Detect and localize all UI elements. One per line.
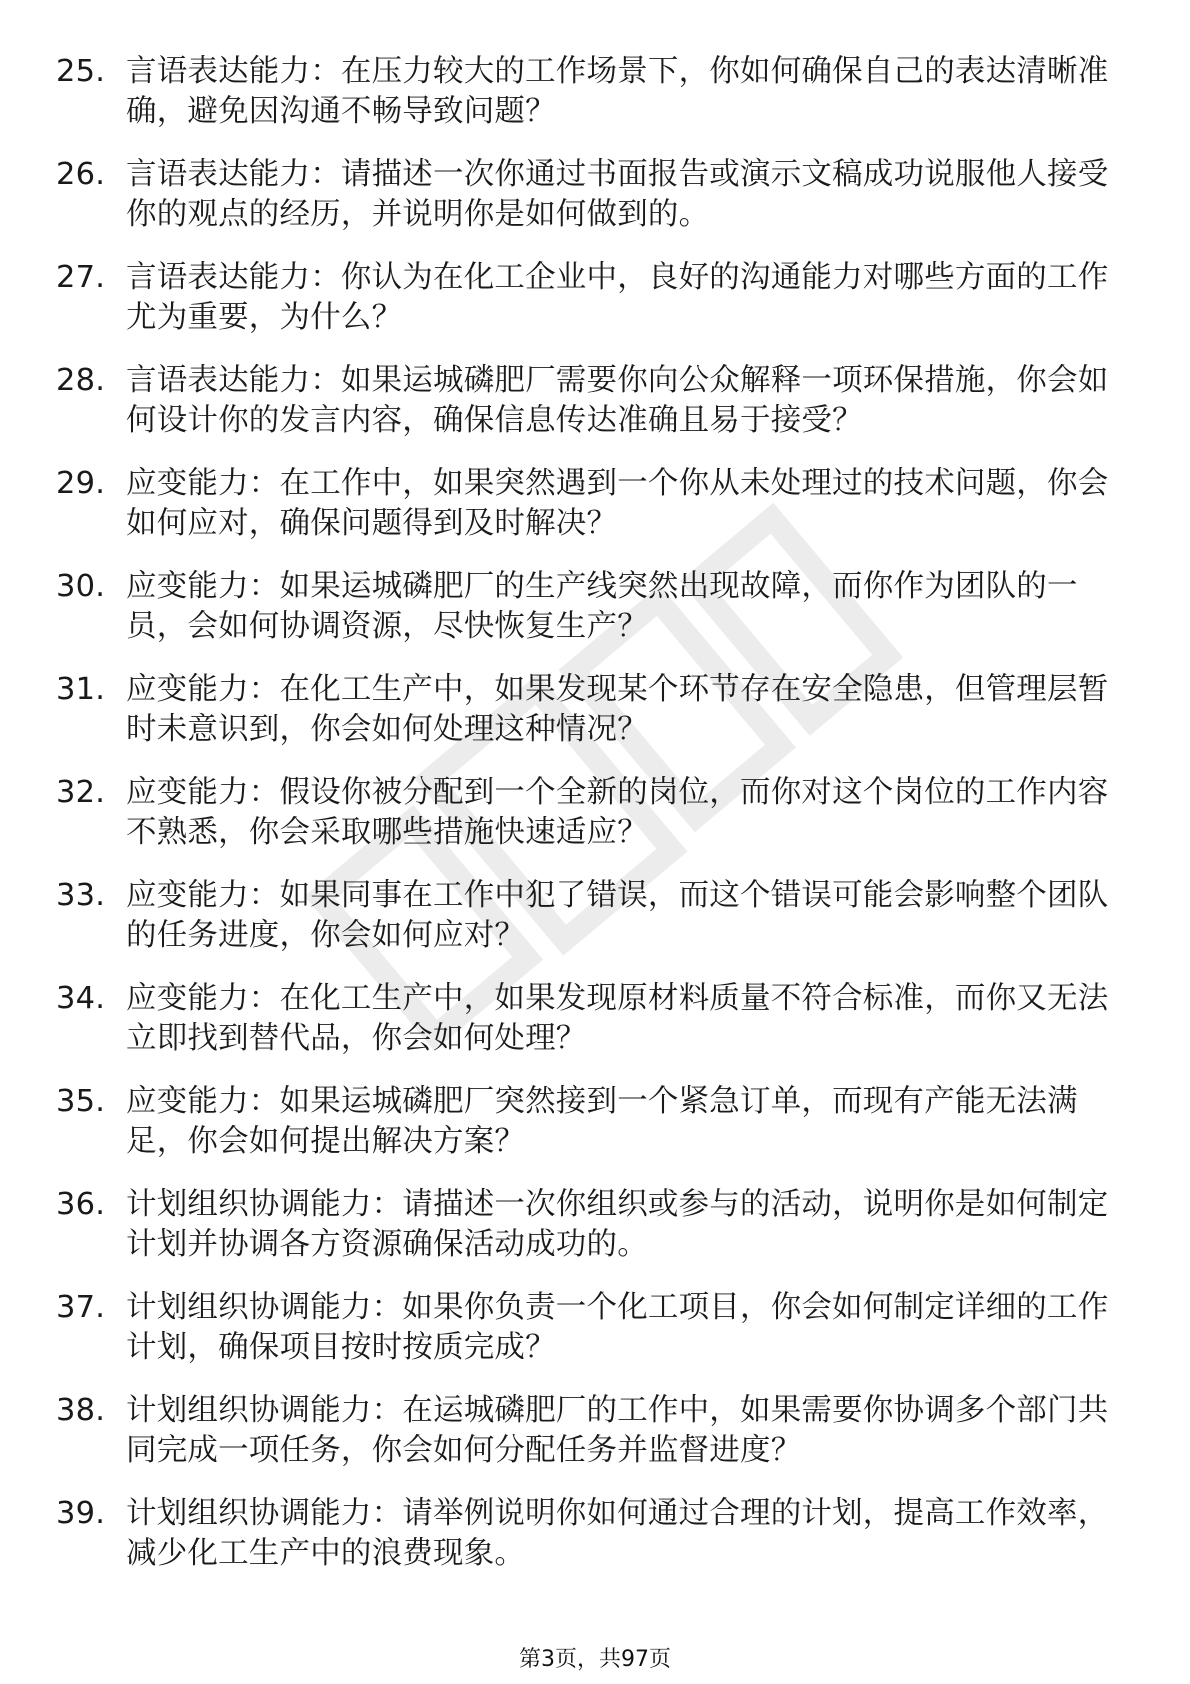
question-number: 25. [56,54,106,89]
question-text: 言语表达能力：在压力较大的工作场景下，你如何确保自己的表达清晰准确，避免因沟通不畅导致问题？ [126,54,1109,129]
page-number: 第3页，共97页 [519,1647,671,1672]
question-text: 应变能力：在化工生产中，如果发现原材料质量不符合标准，而你又无法立即找到替代品，你会如何处理？ [126,981,1109,1056]
question-text: 计划组织协调能力：如果你负责一个化工项目，你会如何制定详细的工作计划，确保项目按时按质完成？ [126,1290,1109,1365]
question-text: 应变能力：在工作中，如果突然遇到一个你从未处理过的技术问题，你会如何应对，确保问题得到及时解决？ [126,466,1109,541]
question-text: 应变能力：假设你被分配到一个全新的岗位，而你对这个岗位的工作内容不熟悉，你会采取哪些措施快速适应？ [126,775,1109,850]
question-list [56,52,1136,1597]
question-item-34 [56,979,1136,1059]
question-item-30 [56,567,1136,647]
question-item-26 [56,155,1136,235]
question-number: 34. [56,981,106,1016]
question-item-31 [56,670,1136,750]
question-item-25 [56,52,1136,132]
question-number: 37. [56,1290,106,1325]
question-number: 30. [56,569,106,604]
question-text: 言语表达能力：如果运城磷肥厂需要你向公众解释一项环保措施，你会如何设计你的发言内容，确保信息传达准确且易于接受？ [126,363,1109,438]
question-item-28 [56,361,1136,441]
question-number: 38. [56,1393,106,1428]
question-text: 计划组织协调能力：在运城磷肥厂的工作中，如果需要你协调多个部门共同完成一项任务，你会如何分配任务并监督进度？ [126,1393,1109,1468]
question-item-29 [56,464,1136,544]
question-item-27 [56,258,1136,338]
question-number: 28. [56,363,106,398]
question-text: 计划组织协调能力：请描述一次你组织或参与的活动，说明你是如何制定计划并协调各方资源确保活动成功的。 [126,1187,1109,1262]
question-item-38 [56,1391,1136,1471]
question-number: 27. [56,260,106,295]
question-text: 应变能力：如果运城磷肥厂的生产线突然出现故障，而你作为团队的一员，会如何协调资源，尽快恢复生产？ [126,569,1078,644]
question-number: 29. [56,466,106,501]
question-number: 26. [56,157,106,192]
question-item-32 [56,773,1136,853]
question-number: 31. [56,672,106,707]
question-text: 应变能力：如果运城磷肥厂突然接到一个紧急订单，而现有产能无法满足，你会如何提出解决方案？ [126,1084,1078,1159]
question-item-39 [56,1494,1136,1574]
question-number: 32. [56,775,106,810]
question-text: 应变能力：如果同事在工作中犯了错误，而这个错误可能会影响整个团队的任务进度，你会如何应对？ [126,878,1109,953]
question-item-35 [56,1082,1136,1162]
question-item-37 [56,1288,1136,1368]
question-number: 33. [56,878,106,913]
question-text: 应变能力：在化工生产中，如果发现某个环节存在安全隐患，但管理层暂时未意识到，你会如何处理这种情况？ [126,672,1109,747]
question-text: 言语表达能力：请描述一次你通过书面报告或演示文稿成功说服他人接受你的观点的经历，并说明你是如何做到的。 [126,157,1109,232]
question-text: 计划组织协调能力：请举例说明你如何通过合理的计划，提高工作效率，减少化工生产中的浪费现象。 [126,1496,1109,1571]
question-item-36 [56,1185,1136,1265]
question-item-33 [56,876,1136,956]
question-number: 35. [56,1084,106,1119]
question-number: 39. [56,1496,106,1531]
question-number: 36. [56,1187,106,1222]
question-text: 言语表达能力：你认为在化工企业中，良好的沟通能力对哪些方面的工作尤为重要，为什么？ [126,260,1109,335]
